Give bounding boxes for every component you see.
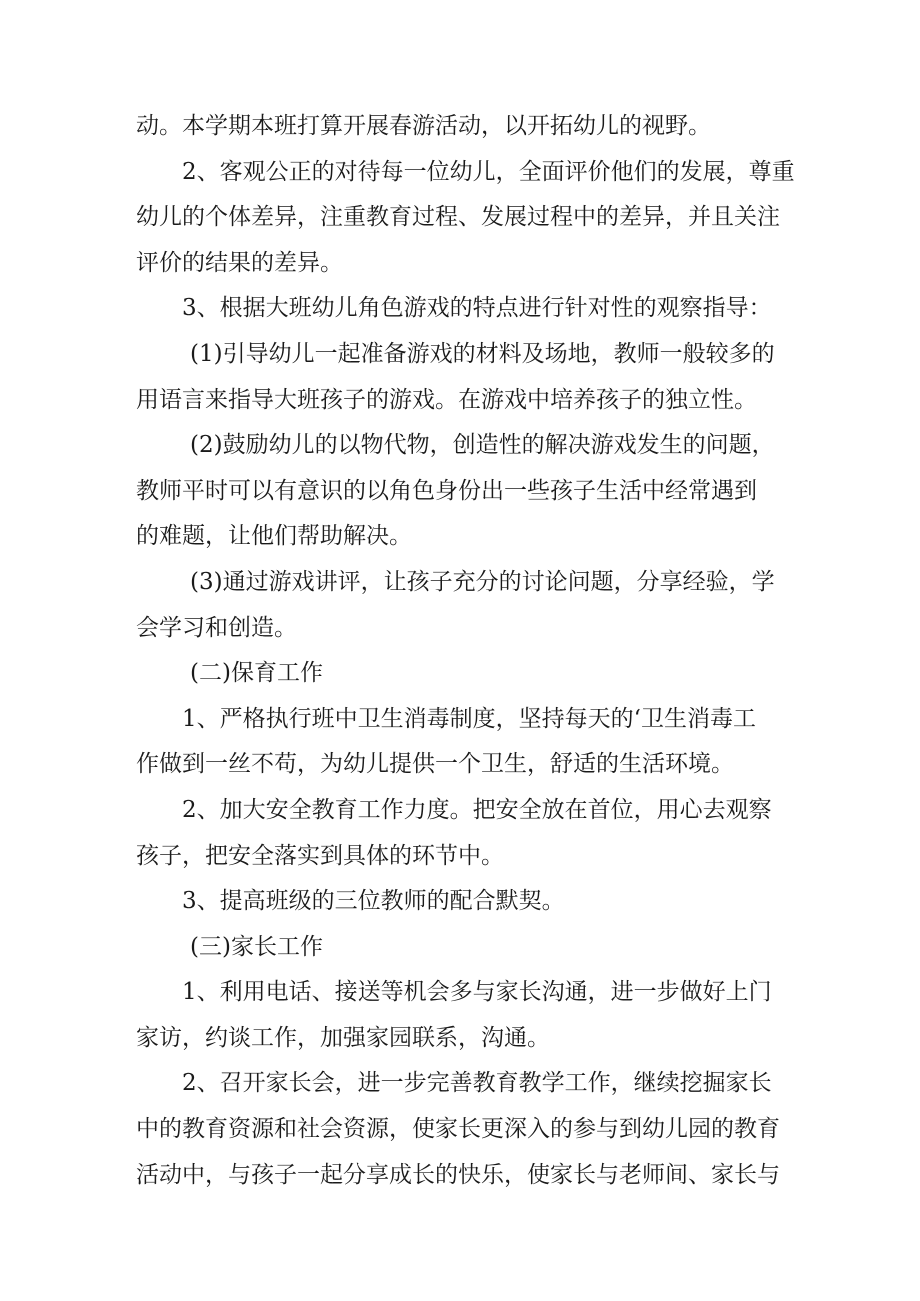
text-line: 孩子，把安全落实到具体的环节中。 [136,842,504,869]
text-line: (3)通过游戏讲评，让孩子充分的讨论问题，分享经验，学 [190,568,775,595]
text-line: 幼儿的个体差异，注重教育过程、发展过程中的差异，并且关注 [136,204,780,231]
text-line: 教师平时可以有意识的以角色身份出一些孩子生活中经常遇到 [136,477,757,504]
text-line: 的难题，让他们帮助解决。 [136,523,412,550]
text-line: 中的教育资源和社会资源，使家长更深入的参与到幼儿园的教育 [136,1116,780,1143]
text-line: 家访，约谈工作，加强家园联系，沟通。 [136,1024,550,1051]
text-line: 3、根据大班幼儿角色游戏的特点进行针对性的观察指导： [182,295,772,322]
text-line: 评价的结果的差异。 [136,249,343,276]
text-line: (1)引导幼儿一起准备游戏的材料及场地，教师一般较多的 [190,340,775,367]
section-heading: (二)保育工作 [190,660,323,687]
text-line: 会学习和创造。 [136,614,297,641]
text-line: 活动中，与孩子一起分享成长的快乐，使家长与老师间、家长与 [136,1161,780,1188]
text-line: (2)鼓励幼儿的以物代物，创造性的解决游戏发生的问题， [190,432,775,459]
text-line: 用语言来指导大班孩子的游戏。在游戏中培养孩子的独立性。 [136,386,757,413]
text-line: 2、客观公正的对待每一位幼儿，全面评价他们的发展，尊重 [182,158,795,185]
text-line: 作做到一丝不苟，为幼儿提供一个卫生，舒适的生活环境。 [136,751,734,778]
text-line: 3、提高班级的三位教师的配合默契。 [182,888,565,915]
text-line: 2、召开家长会，进一步完善教育教学工作，继续挖掘家长 [182,1070,772,1097]
text-line: 1、利用电话、接送等机会多与家长沟通，进一步做好上门 [182,979,772,1006]
text-line: 1、严格执行班中卫生消毒制度，坚持每天的‘卫生消毒工 [182,705,756,732]
document-body [136,104,796,1198]
section-heading: (三)家长工作 [190,933,323,960]
text-line: 动。本学期本班打算开展春游活动，以开拓幼儿的视野。 [136,113,711,139]
text-line: 2、加大安全教育工作力度。把安全放在首位，用心去观察 [182,796,772,823]
